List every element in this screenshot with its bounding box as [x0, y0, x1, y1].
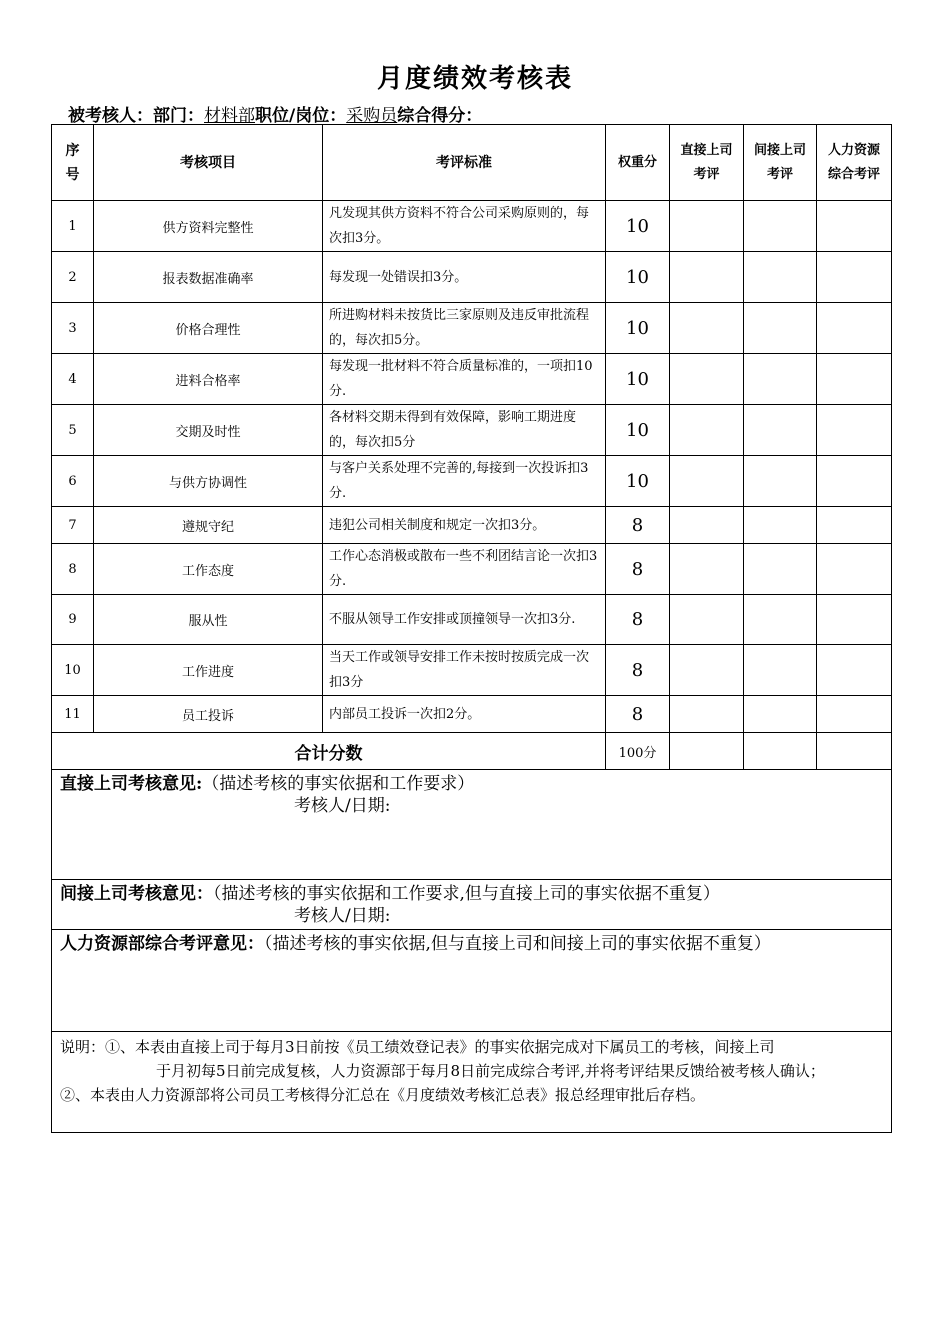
hr-opinion-desc: （描述考核的事实依据,但与直接上司和间接上司的事实依据不重复）	[264, 934, 771, 954]
position-label: 职位/岗位：	[255, 106, 347, 126]
indirect-score-cell[interactable]	[744, 354, 817, 405]
row-no: 11	[52, 696, 94, 733]
total-label: 合计分数	[52, 733, 606, 770]
subject-info	[68, 101, 482, 126]
row-item: 供方资料完整性	[94, 201, 323, 252]
row-criteria: 当天工作或领导安排工作未按时按质完成一次扣3分	[323, 645, 606, 696]
table-row	[52, 303, 892, 354]
row-weight: 10	[606, 303, 670, 354]
row-item: 工作进度	[94, 645, 323, 696]
table-row	[52, 456, 892, 507]
direct-score-cell[interactable]	[670, 456, 744, 507]
header-hr: 人力资源综合考评	[817, 125, 892, 201]
direct-opinion-label: 直接上司考核意见:	[60, 774, 203, 794]
hr-score-cell[interactable]	[817, 354, 892, 405]
indirect-score-cell[interactable]	[744, 252, 817, 303]
page-title: 月度绩效考核表	[376, 64, 573, 94]
row-weight: 10	[606, 354, 670, 405]
indirect-score-cell[interactable]	[744, 544, 817, 595]
table-row	[52, 405, 892, 456]
row-item: 遵规守纪	[94, 507, 323, 544]
row-no: 1	[52, 201, 94, 252]
table-row	[52, 201, 892, 252]
row-no: 6	[52, 456, 94, 507]
person-label: 被考核人：	[68, 106, 153, 126]
row-criteria: 每发现一批材料不符合质量标准的，一项扣10分.	[323, 354, 606, 405]
row-criteria: 各材料交期未得到有效保障，影响工期进度的，每次扣5分	[323, 405, 606, 456]
row-item: 交期及时性	[94, 405, 323, 456]
indirect-opinion-row	[52, 880, 892, 930]
direct-score-cell[interactable]	[670, 645, 744, 696]
indirect-opinion-box[interactable]	[52, 880, 892, 930]
row-item: 工作态度	[94, 544, 323, 595]
row-no: 7	[52, 507, 94, 544]
hr-score-cell[interactable]	[817, 645, 892, 696]
indirect-opinion-label: 间接上司考核意见：	[60, 884, 213, 904]
direct-score-cell[interactable]	[670, 303, 744, 354]
header-indirect: 间接上司考评	[744, 125, 817, 201]
row-item: 服从性	[94, 595, 323, 645]
direct-score-cell[interactable]	[670, 252, 744, 303]
indirect-score-cell[interactable]	[744, 507, 817, 544]
table-row	[52, 696, 892, 733]
hr-score-cell[interactable]	[817, 696, 892, 733]
row-criteria: 所进购材料未按货比三家原则及违反审批流程的，每次扣5分。	[323, 303, 606, 354]
row-no: 5	[52, 405, 94, 456]
table-row	[52, 507, 892, 544]
row-criteria: 每发现一处错误扣3分。	[323, 252, 606, 303]
header-weight: 权重分	[606, 125, 670, 201]
row-item: 报表数据准确率	[94, 252, 323, 303]
table-row	[52, 544, 892, 595]
header-direct: 直接上司考评	[670, 125, 744, 201]
row-no: 3	[52, 303, 94, 354]
row-weight: 10	[606, 405, 670, 456]
indirect-score-cell[interactable]	[744, 303, 817, 354]
header-no: 序号	[52, 125, 94, 201]
direct-score-cell[interactable]	[670, 595, 744, 645]
dept-label: 部门：	[153, 106, 204, 126]
notes	[52, 1032, 892, 1133]
hr-score-cell[interactable]	[817, 595, 892, 645]
table-row	[52, 595, 892, 645]
direct-score-cell[interactable]	[670, 354, 744, 405]
hr-score-cell[interactable]	[817, 201, 892, 252]
direct-total-cell[interactable]	[670, 733, 744, 770]
indirect-score-cell[interactable]	[744, 696, 817, 733]
direct-score-cell[interactable]	[670, 507, 744, 544]
row-no: 2	[52, 252, 94, 303]
assessment-table	[51, 124, 892, 1133]
hr-score-cell[interactable]	[817, 405, 892, 456]
header-criteria: 考评标准	[323, 125, 606, 201]
hr-score-cell[interactable]	[817, 544, 892, 595]
total-row	[52, 733, 892, 770]
row-criteria: 内部员工投诉一次扣2分。	[323, 696, 606, 733]
hr-score-cell[interactable]	[817, 303, 892, 354]
row-weight: 8	[606, 507, 670, 544]
hr-score-cell[interactable]	[817, 507, 892, 544]
note-line-2: ②、本表由人力资源部将公司员工考核得分汇总在《月度绩效考核汇总表》报总经理审批后存档。	[60, 1086, 706, 1104]
row-weight: 8	[606, 696, 670, 733]
score-label: 综合得分：	[397, 106, 483, 126]
note-line-1-cont: 于月初每5日前完成复核，人力资源部于每月8日前完成综合考评,并将考评结果反馈给被考核人确认；	[156, 1062, 825, 1080]
row-criteria: 凡发现其供方资料不符合公司采购原则的，每次扣3分。	[323, 201, 606, 252]
row-criteria: 工作心态消极或散布一些不利团结言论一次扣3分.	[323, 544, 606, 595]
hr-score-cell[interactable]	[817, 456, 892, 507]
dept-value: 材料部	[204, 106, 255, 126]
indirect-total-cell[interactable]	[744, 733, 817, 770]
hr-opinion-box[interactable]	[52, 930, 892, 1032]
hr-total-cell[interactable]	[817, 733, 892, 770]
row-no: 10	[52, 645, 94, 696]
row-criteria: 不服从领导工作安排或顶撞领导一次扣3分.	[323, 595, 606, 645]
row-item: 与供方协调性	[94, 456, 323, 507]
hr-opinion-row	[52, 930, 892, 1032]
row-no: 8	[52, 544, 94, 595]
direct-signer: 考核人/日期:	[294, 796, 391, 816]
row-no: 9	[52, 595, 94, 645]
direct-score-cell[interactable]	[670, 405, 744, 456]
direct-score-cell[interactable]	[670, 201, 744, 252]
header-item: 考核项目	[94, 125, 323, 201]
table-row	[52, 252, 892, 303]
total-value: 100分	[606, 733, 670, 770]
table-body	[52, 201, 892, 733]
indirect-score-cell[interactable]	[744, 595, 817, 645]
position-value: 采购员	[346, 106, 398, 126]
row-weight: 10	[606, 456, 670, 507]
indirect-signer: 考核人/日期:	[294, 906, 391, 926]
notes-row	[52, 1032, 892, 1133]
table-row	[52, 645, 892, 696]
indirect-score-cell[interactable]	[744, 405, 817, 456]
row-criteria: 与客户关系处理不完善的,每接到一次投诉扣3分.	[323, 456, 606, 507]
direct-score-cell[interactable]	[670, 544, 744, 595]
direct-score-cell[interactable]	[670, 696, 744, 733]
row-weight: 10	[606, 201, 670, 252]
note-line-1: 说明：①、本表由直接上司于每月3日前按《员工绩效登记表》的事实依据完成对下属员工的考核，间接上司	[60, 1038, 775, 1056]
row-item: 员工投诉	[94, 696, 323, 733]
table-row	[52, 354, 892, 405]
direct-opinion-box[interactable]	[52, 770, 892, 880]
table-header-row	[52, 125, 892, 201]
direct-opinion-row	[52, 770, 892, 880]
indirect-opinion-desc: （描述考核的事实依据和工作要求,但与直接上司的事实依据不重复）	[213, 884, 720, 904]
row-item: 进料合格率	[94, 354, 323, 405]
direct-opinion-desc: （描述考核的事实依据和工作要求）	[202, 774, 475, 794]
row-weight: 8	[606, 595, 670, 645]
row-item: 价格合理性	[94, 303, 323, 354]
row-weight: 8	[606, 645, 670, 696]
row-no: 4	[52, 354, 94, 405]
indirect-score-cell[interactable]	[744, 201, 817, 252]
indirect-score-cell[interactable]	[744, 645, 817, 696]
row-criteria: 违犯公司相关制度和规定一次扣3分。	[323, 507, 606, 544]
hr-opinion-label: 人力资源部综合考评意见：	[60, 934, 264, 954]
row-weight: 8	[606, 544, 670, 595]
indirect-score-cell[interactable]	[744, 456, 817, 507]
hr-score-cell[interactable]	[817, 252, 892, 303]
row-weight: 10	[606, 252, 670, 303]
